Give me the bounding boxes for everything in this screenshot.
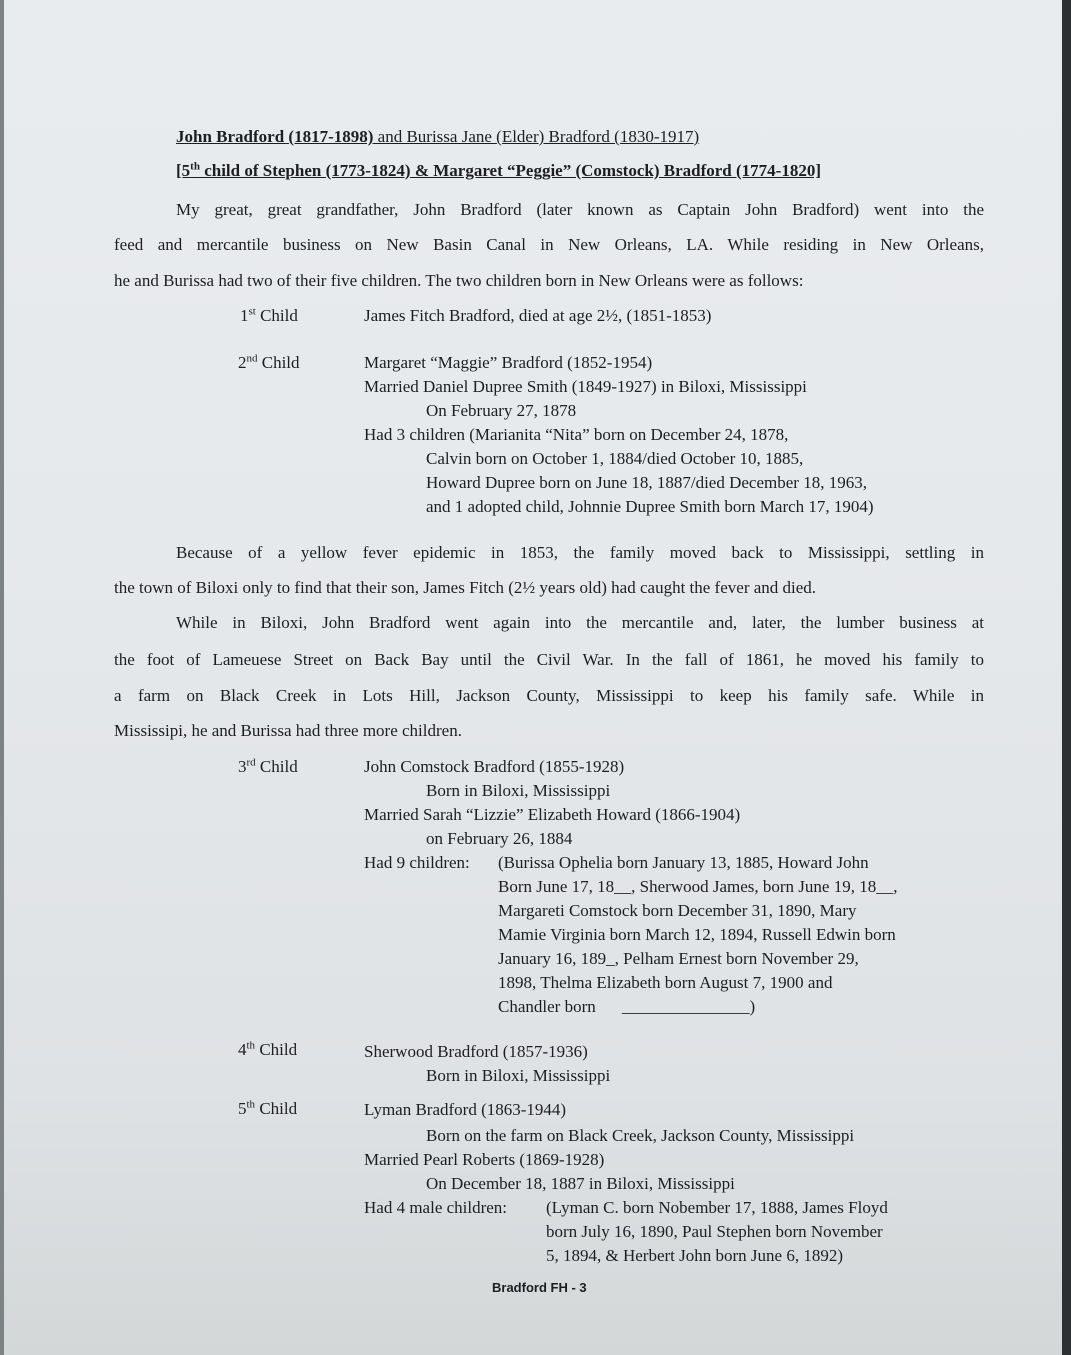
child-2-line-3: On February 27, 1878	[426, 401, 577, 420]
child-2-line-6: Howard Dupree born on June 18, 1887/died December 18, 1963,	[426, 473, 867, 492]
child-3-sup: rd	[246, 756, 256, 769]
child-3-word: Child	[255, 757, 298, 776]
child-3-line-1: John Comstock Bradford (1855-1928)	[364, 757, 625, 776]
child-1-label	[240, 305, 298, 327]
heading-parent-sup: th	[190, 160, 200, 173]
heading-name-bold: John Bradford (1817-1898)	[176, 127, 374, 146]
paragraph-1-line-2: feed and mercantile business on New Basin Canal in New Orleans, LA. While residing in New Orleans,	[114, 235, 984, 254]
paragraph-3-line-4: Mississipi, he and Burissa had three more children.	[114, 721, 462, 740]
child-3-line-13: _______________)	[622, 997, 756, 1016]
child-3-line-6: (Burissa Ophelia born January 13, 1885, Howard John	[498, 853, 869, 872]
child-1-sup: st	[248, 305, 256, 318]
paragraph-2-line-1: Because of a yellow fever epidemic in 1853, the family moved back to Mississippi, settling in	[176, 543, 984, 562]
child-2-line-4: Had 3 children (Marianita “Nita” born on December 24, 1878,	[364, 425, 789, 444]
child-1-detail: James Fitch Bradford, died at age 2½, (1851-1853)	[364, 306, 712, 325]
child-3-num: 3	[238, 757, 247, 776]
child-1-num: 1	[240, 306, 249, 325]
child-5-line-6: (Lyman C. born Nobember 17, 1888, James Floyd	[546, 1198, 888, 1217]
heading-parent-prefix: [5	[176, 161, 191, 180]
child-1-word: Child	[255, 306, 298, 325]
heading-parent-text: child of Stephen (1773-1824) & Margaret “Peggie” (Comstock) Bradford (1774-1820]	[199, 161, 821, 180]
child-2-sup: nd	[246, 352, 258, 365]
child-3-line-4: on February 26, 1884	[426, 829, 573, 848]
child-5-line-8: 5, 1894, & Herbert John born June 6, 1892)	[546, 1246, 843, 1265]
child-5-label	[238, 1098, 297, 1120]
child-3-line-10: January 16, 189_, Pelham Ernest born November 29,	[498, 949, 859, 968]
child-2-word: Child	[257, 353, 300, 372]
child-5-line-7: born July 16, 1890, Paul Stephen born November	[546, 1222, 883, 1241]
child-5-num: 5	[238, 1099, 247, 1118]
paragraph-1-line-1: My great, great grandfather, John Bradford (later known as Captain John Bradford) went into the	[176, 200, 984, 219]
child-2-line-7: and 1 adopted child, Johnnie Dupree Smith born March 17, 1904)	[426, 497, 874, 516]
page-edge-background	[1062, 0, 1071, 1355]
paragraph-3-line-1: While in Biloxi, John Bradford went again into the mercantile and, later, the lumber business at	[176, 613, 984, 632]
paragraph-1-line-3: he and Burissa had two of their five children. The two children born in New Orleans were as follows:	[114, 271, 804, 290]
child-3-line-2: Born in Biloxi, Mississippi	[426, 781, 611, 800]
child-3-line-9: Mamie Virginia born March 12, 1894, Russell Edwin born	[498, 925, 896, 944]
child-2-label	[238, 352, 300, 374]
child-5-line-1: Lyman Bradford (1863-1944)	[364, 1100, 567, 1119]
child-2-line-1: Margaret “Maggie” Bradford (1852-1954)	[364, 353, 653, 372]
child-3-label	[238, 756, 298, 778]
child-4-line-2: Born in Biloxi, Mississippi	[426, 1066, 611, 1085]
page-footer: Bradford FH - 3	[492, 1280, 587, 1295]
heading-name-rest: and Burissa Jane (Elder) Bradford (1830-1917)	[373, 127, 700, 146]
child-2-line-5: Calvin born on October 1, 1884/died October 10, 1885,	[426, 449, 804, 468]
child-4-label	[238, 1039, 297, 1061]
paragraph-3-line-3: a farm on Black Creek in Lots Hill, Jackson County, Mississippi to keep his family safe. While in	[114, 686, 984, 705]
child-2-line-2: Married Daniel Dupree Smith (1849-1927) in Biloxi, Mississippi	[364, 377, 807, 396]
child-5-line-3: Married Pearl Roberts (1869-1928)	[364, 1150, 605, 1169]
heading-line-1	[176, 126, 699, 148]
child-4-line-1: Sherwood Bradford (1857-1936)	[364, 1042, 588, 1061]
child-5-sup: th	[246, 1098, 256, 1111]
heading-line-2	[176, 160, 821, 182]
child-3-line-7: Born June 17, 18__, Sherwood James, born June 19, 18__,	[498, 877, 898, 896]
paragraph-3-line-2: the foot of Lameuese Street on Back Bay until the Civil War. In the fall of 1861, he moved his family to	[114, 650, 984, 669]
child-5-line-5: Had 4 male children:	[364, 1198, 508, 1217]
child-2-num: 2	[238, 353, 247, 372]
child-3-line-11: 1898, Thelma Elizabeth born August 7, 1900 and	[498, 973, 833, 992]
child-3-line-8: Margareti Comstock born December 31, 1890, Mary	[498, 901, 857, 920]
child-5-word: Child	[255, 1099, 298, 1118]
child-5-line-2: Born on the farm on Black Creek, Jackson County, Mississippi	[426, 1126, 855, 1145]
paragraph-2-line-2: the town of Biloxi only to find that their son, James Fitch (2½ years old) had caught the fever and died.	[114, 578, 817, 597]
child-3-line-12: Chandler born	[498, 997, 596, 1016]
child-4-num: 4	[238, 1040, 247, 1059]
child-4-sup: th	[246, 1039, 256, 1052]
child-4-word: Child	[255, 1040, 298, 1059]
child-3-line-5: Had 9 children:	[364, 853, 470, 872]
child-5-line-4: On December 18, 1887 in Biloxi, Mississippi	[426, 1174, 735, 1193]
child-3-line-3: Married Sarah “Lizzie” Elizabeth Howard (1866-1904)	[364, 805, 741, 824]
